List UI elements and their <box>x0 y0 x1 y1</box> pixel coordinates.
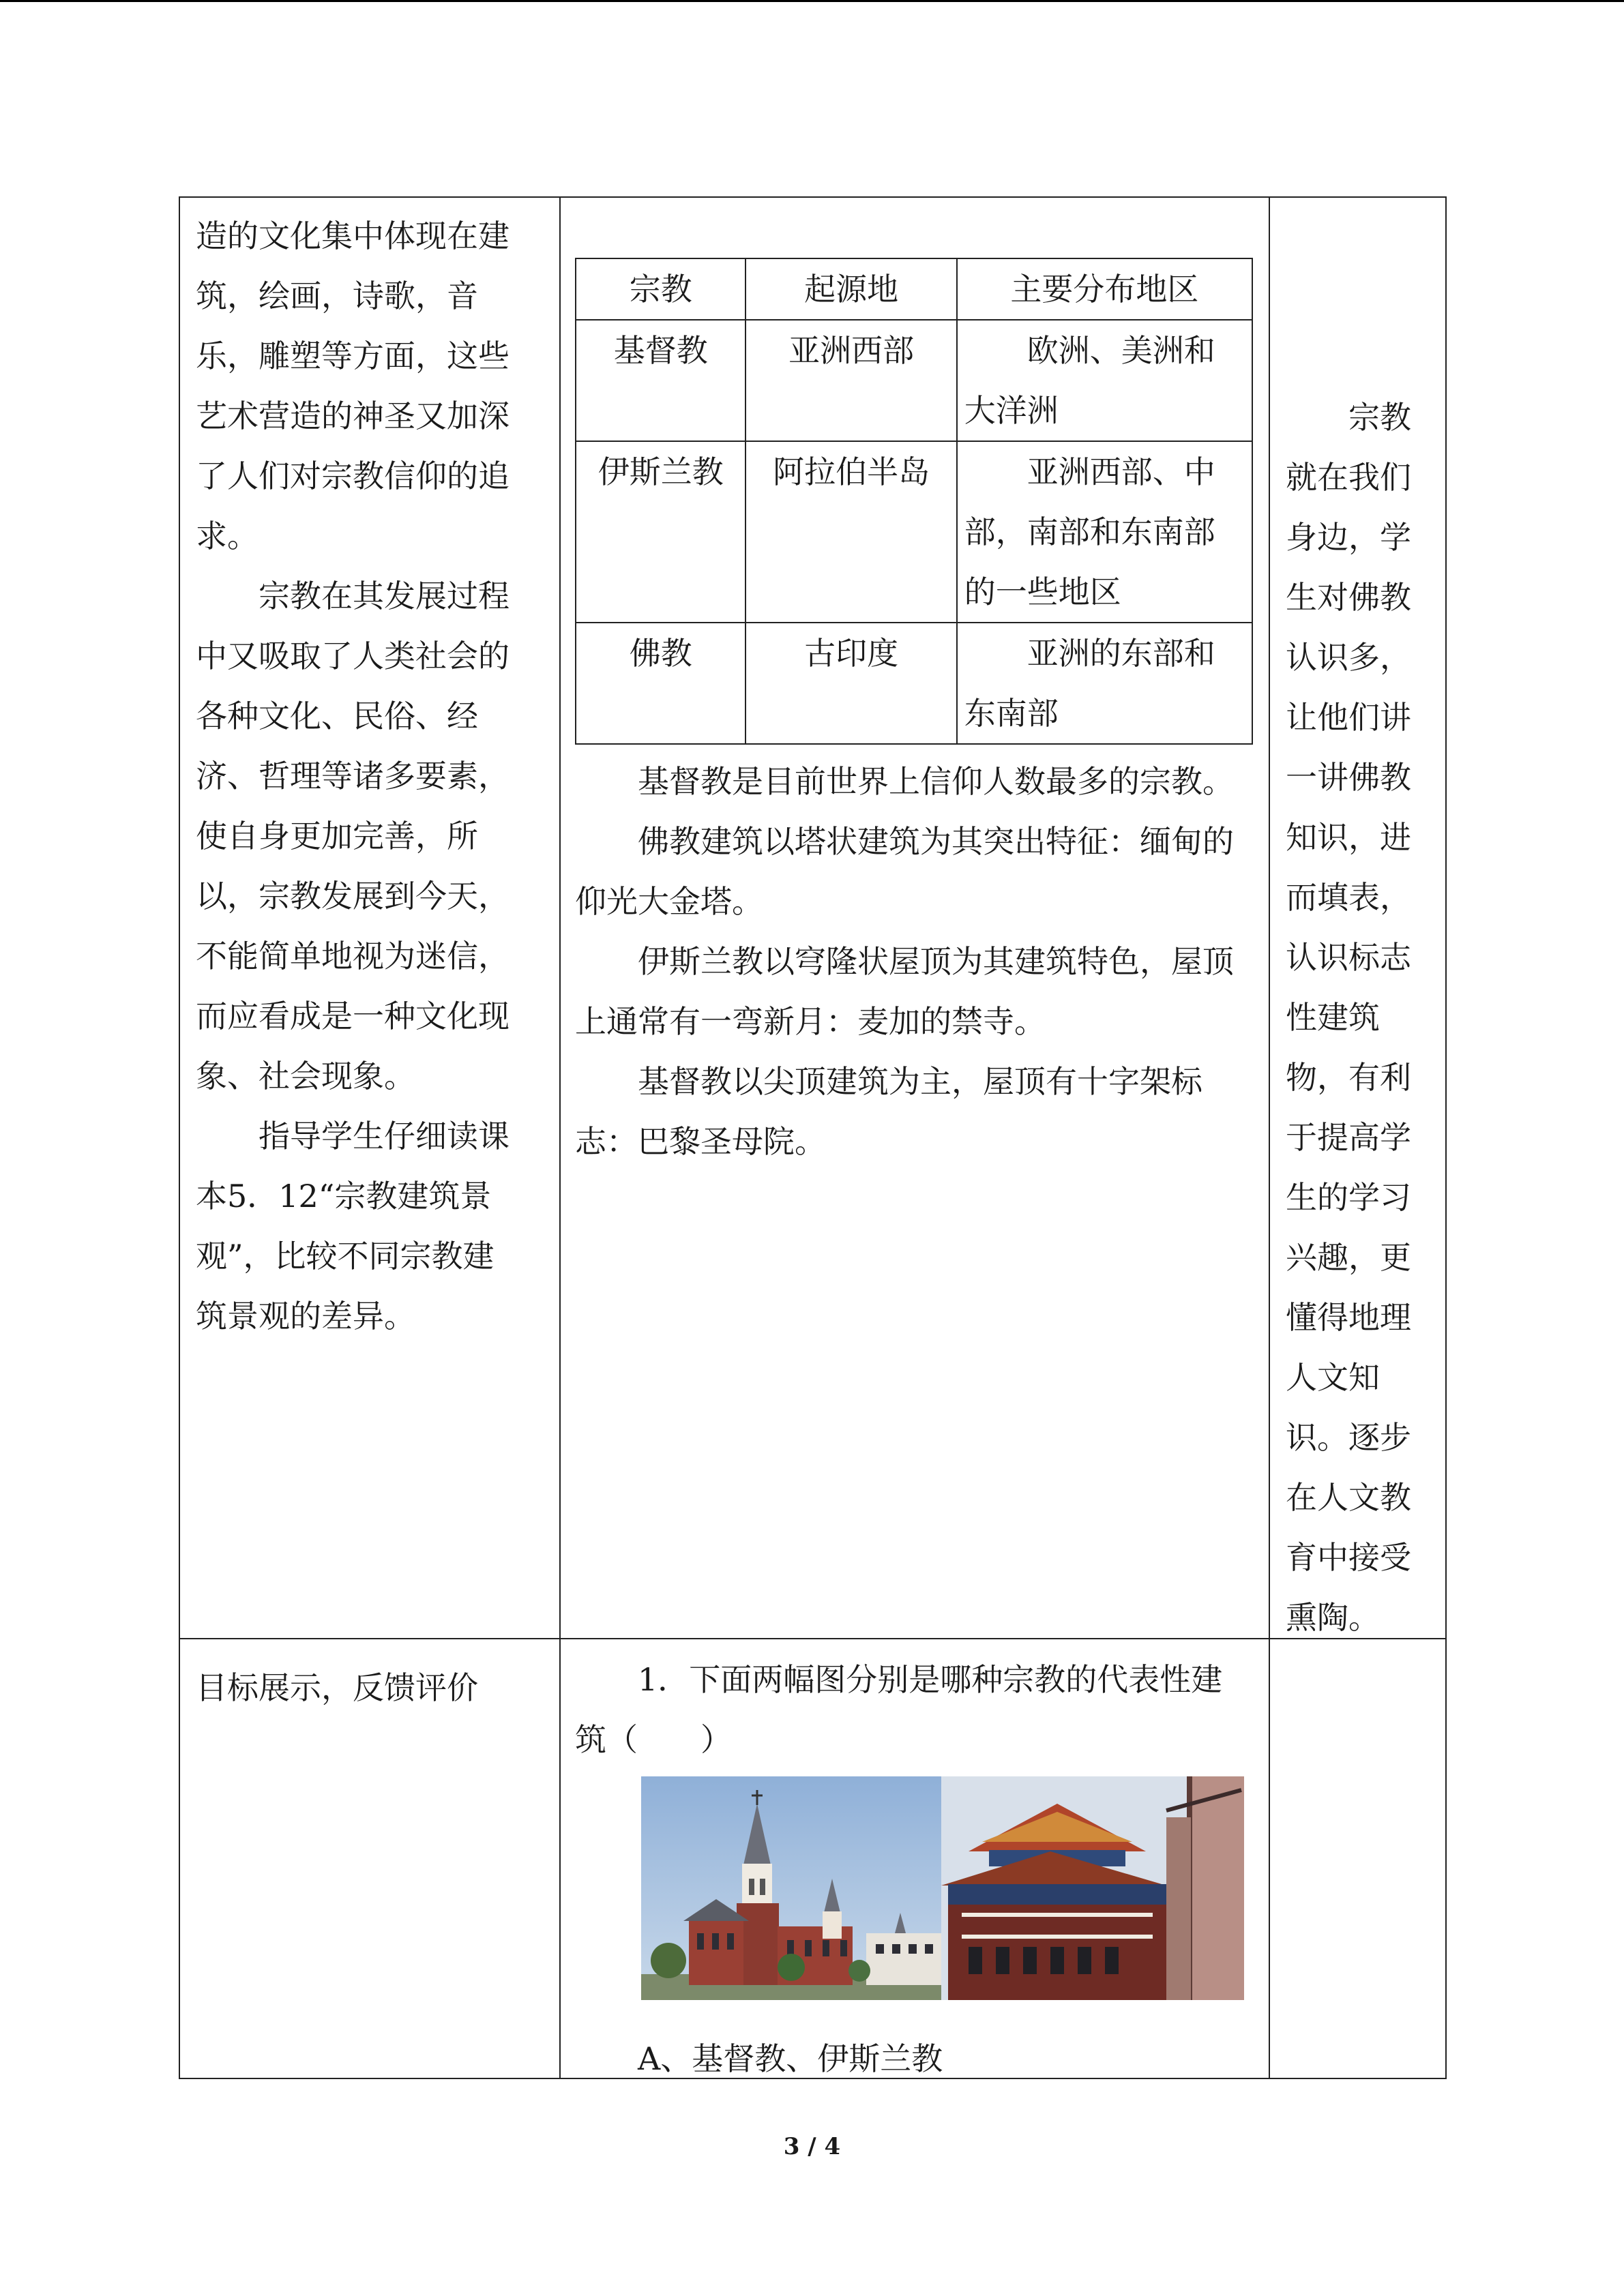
origin-cell: 古印度 <box>745 623 956 744</box>
table-row <box>576 623 1252 744</box>
middle-paragraph: 伊斯兰教以穹隆状屋顶为其建筑特色，屋顶上通常有一弯新月：麦加的禁寺。 <box>575 943 1234 1040</box>
table-row <box>576 320 1252 441</box>
middle-paragraph: 基督教是目前世界上信仰人数最多的宗教。 <box>638 763 1234 800</box>
left-paragraph: 造的文化集中体现在建筑，绘画，诗歌，音乐，雕塑等方面，这些艺术营造的神圣又加深了人们对宗教信仰的追求。 <box>196 218 510 554</box>
church-photo <box>641 1776 941 2000</box>
column-divider-1 <box>559 196 561 2079</box>
right-column-text <box>1286 387 1422 1648</box>
left-paragraph: 宗教在其发展过程中又吸取了人类社会的各种文化、民俗、经济、哲理等诸多要素，使自身更加完善，所以，宗教发展到今天，不能简单地视为迷信，而应看成是一种文化现象、社会现象。 <box>196 578 510 1094</box>
page-number: 3 / 4 <box>783 2133 841 2160</box>
option-a: A、基督教、伊斯兰教 <box>638 2040 943 2077</box>
row2-label <box>196 1658 537 1718</box>
left-paragraph: 指导学生仔细读课本5．12“宗教建筑景观”，比较不同宗教建筑景观的差异。 <box>196 1118 510 1335</box>
header-origin: 起源地 <box>745 258 956 320</box>
religion-cell: 基督教 <box>576 320 745 441</box>
row-divider <box>179 1638 1447 1639</box>
origin-cell: 阿拉伯半岛 <box>745 441 956 623</box>
temple-photo <box>941 1776 1244 2000</box>
religion-table <box>575 258 1253 745</box>
column-divider-2 <box>1269 196 1270 2079</box>
option-a-block <box>575 2029 1253 2089</box>
left-column-text <box>196 206 523 1346</box>
distribution-cell: 欧洲、美洲和大洋洲 <box>957 320 1252 441</box>
middle-column-text <box>575 751 1253 1172</box>
header-distribution: 主要分布地区 <box>957 258 1252 320</box>
religion-cell: 佛教 <box>576 623 745 744</box>
row2-question <box>575 1650 1253 1770</box>
header-religion: 宗教 <box>576 258 745 320</box>
middle-paragraph: 佛教建筑以塔状建筑为其突出特征：缅甸的仰光大金塔。 <box>575 823 1234 920</box>
distribution-cell: 亚洲西部、中部，南部和东南部的一些地区 <box>957 441 1252 623</box>
right-paragraph: 宗教就在我们身边，学生对佛教认识多，让他们讲一讲佛教知识，进而填表，认识标志性建筑物，有利于提高学生的学习兴趣，更懂得地理人文知识。逐步在人文教育中接受熏陶。 <box>1286 399 1411 1636</box>
origin-cell: 亚洲西部 <box>745 320 956 441</box>
top-rule <box>0 0 1624 2</box>
question-text: 1．下面两幅图分别是哪种宗教的代表性建筑（ ） <box>575 1661 1223 1758</box>
table-header-row <box>576 258 1252 320</box>
middle-paragraph: 基督教以尖顶建筑为主，屋顶有十字架标志：巴黎圣母院。 <box>575 1063 1202 1160</box>
goal-feedback-label: 目标展示，反馈评价 <box>196 1669 478 1706</box>
distribution-cell: 亚洲的东部和东南部 <box>957 623 1252 744</box>
table-row <box>576 441 1252 623</box>
religion-cell: 伊斯兰教 <box>576 441 745 623</box>
